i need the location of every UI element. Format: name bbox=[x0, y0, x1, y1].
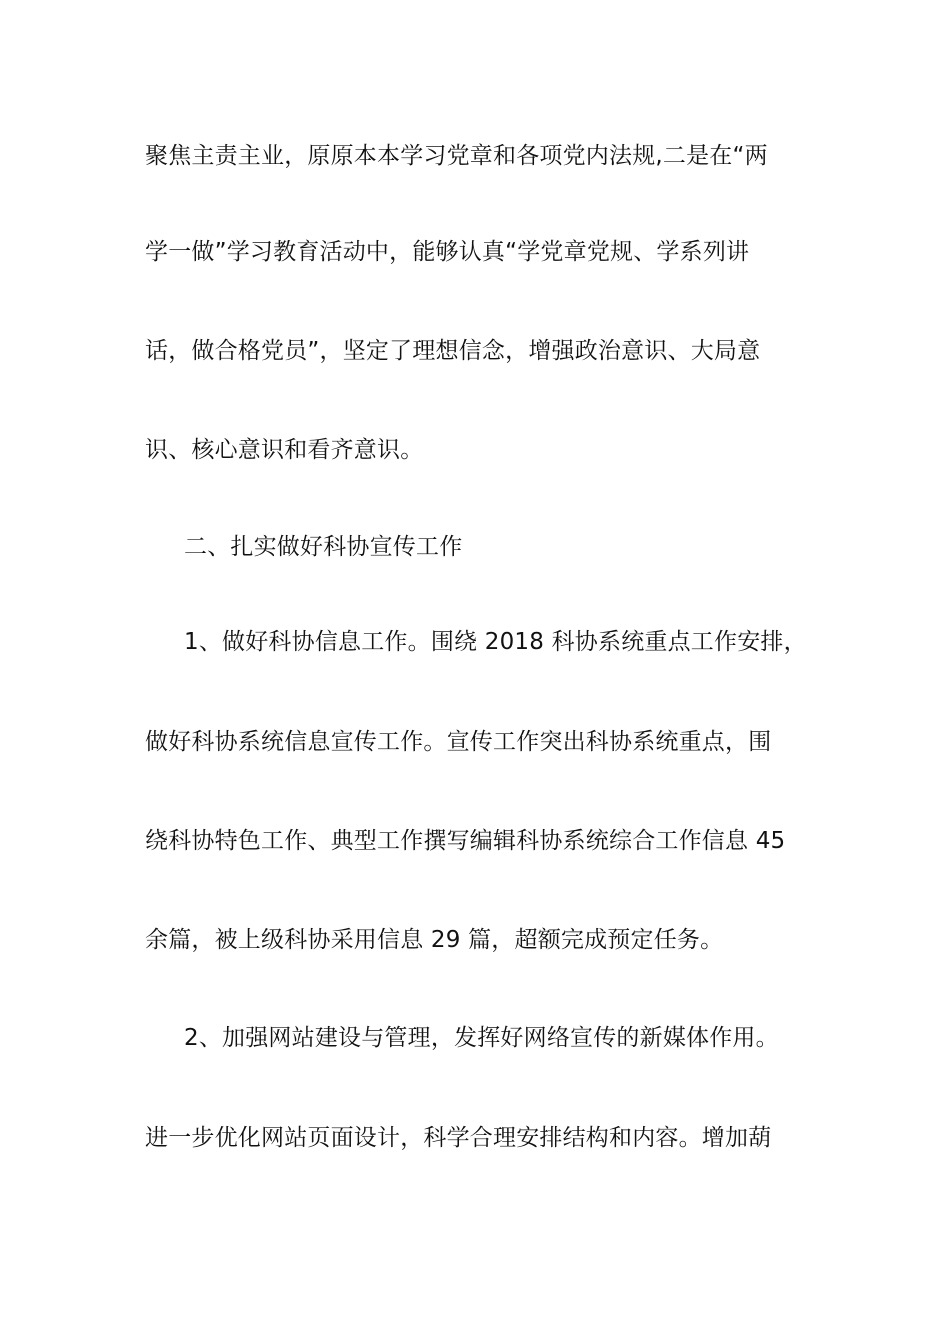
text-line-6: 1、做好科协信息工作。围绕 2018 科协系统重点工作安排， bbox=[184, 629, 807, 655]
text-line-10: 2、加强网站建设与管理，发挥好网络宣传的新媒体作用。 bbox=[184, 1025, 779, 1051]
text-line-2: 学一做”学习教育活动中，能够认真“学党章党规、学系列讲 bbox=[145, 239, 750, 265]
text-line-1: 聚焦主责主业，原原本本学习党章和各项党内法规,二是在“两 bbox=[145, 143, 768, 169]
text-line-7: 做好科协系统信息宣传工作。宣传工作突出科协系统重点，围 bbox=[145, 729, 772, 755]
text-line-4: 识、核心意识和看齐意识。 bbox=[145, 437, 424, 463]
section-heading: 二、扎实做好科协宣传工作 bbox=[184, 534, 463, 560]
text-line-3: 话，做合格党员”，坚定了理想信念，增强政治意识、大局意 bbox=[145, 338, 761, 364]
text-line-8: 绕科协特色工作、典型工作撰写编辑科协系统综合工作信息 45 bbox=[145, 828, 786, 854]
text-line-11: 进一步优化网站页面设计，科学合理安排结构和内容。增加葫 bbox=[145, 1125, 772, 1151]
text-line-9: 余篇，被上级科协采用信息 29 篇，超额完成预定任务。 bbox=[145, 927, 724, 953]
